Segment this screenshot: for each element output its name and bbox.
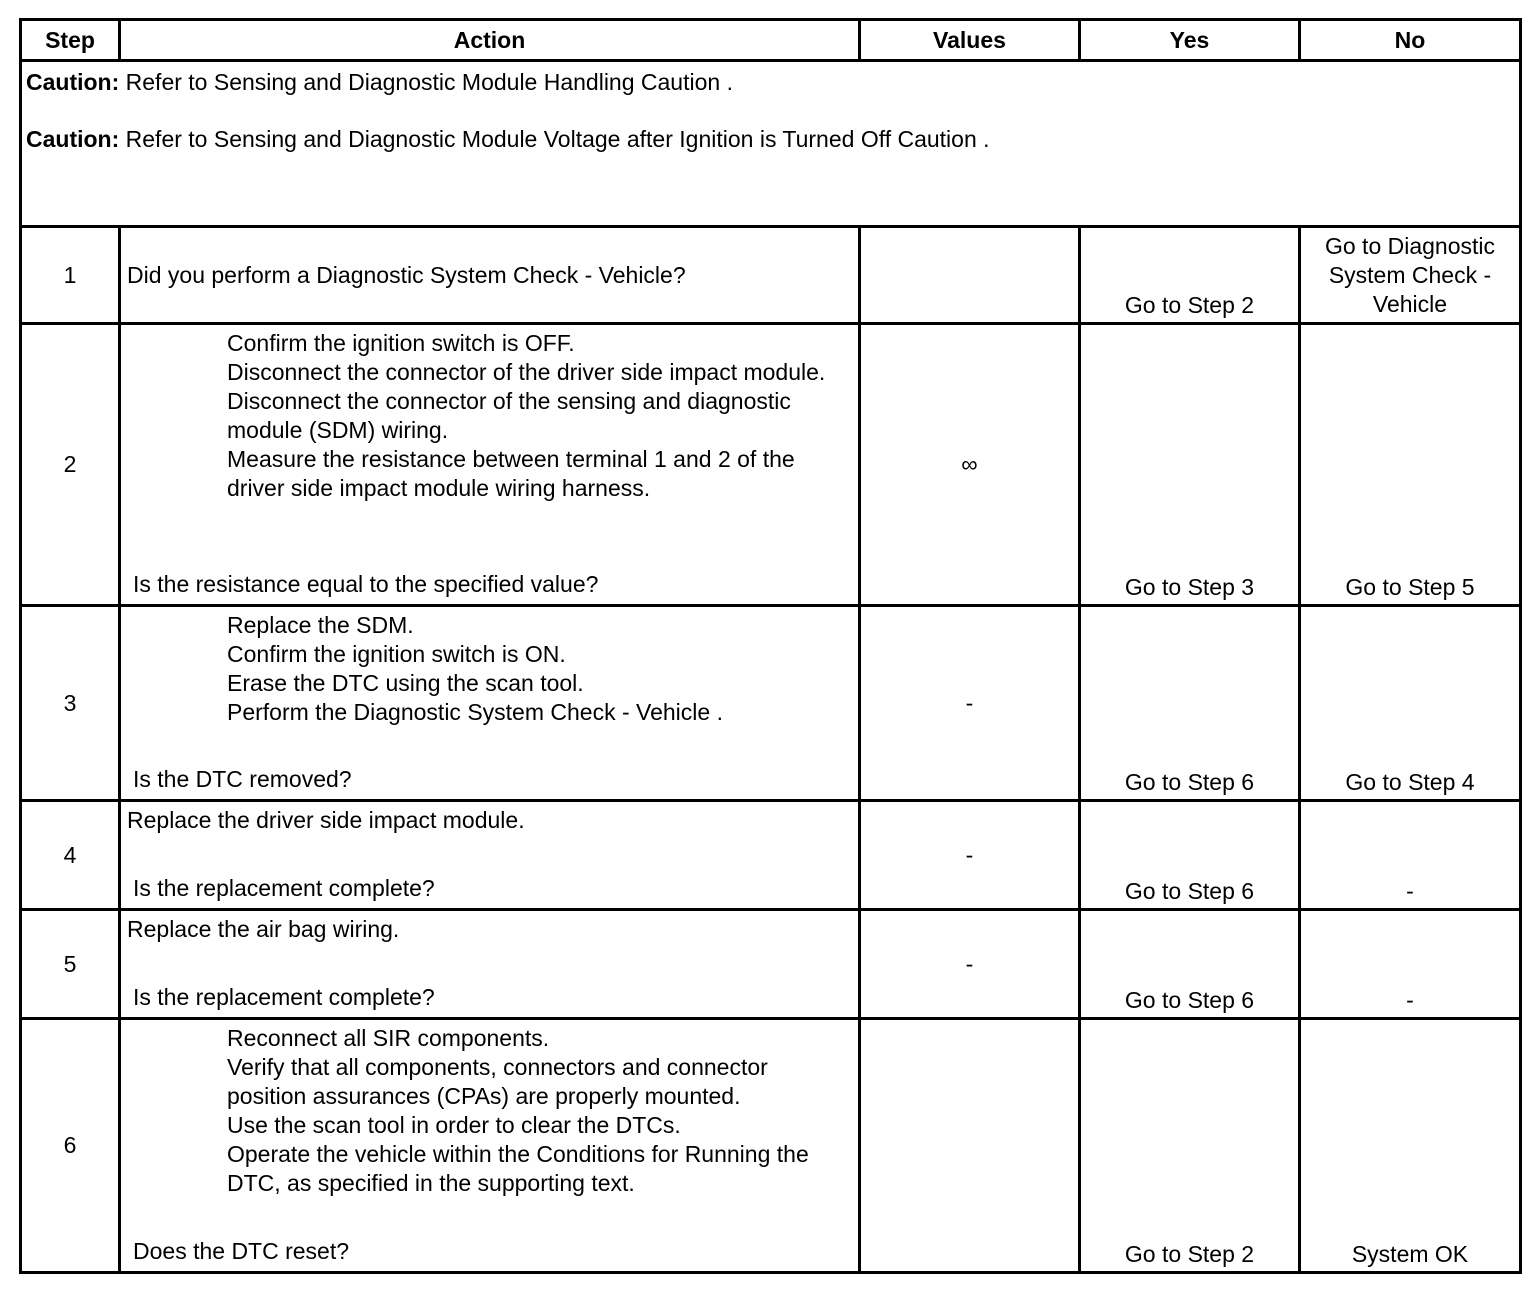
step-number: 1 bbox=[21, 227, 120, 324]
step-number: 6 bbox=[21, 1019, 120, 1273]
action-question: Is the resistance equal to the specified value? bbox=[133, 571, 599, 597]
value-cell bbox=[860, 227, 1080, 324]
yes-cell: Go to Step 2 bbox=[1080, 1019, 1300, 1273]
value-cell: - bbox=[860, 801, 1080, 910]
table-row bbox=[21, 324, 1521, 606]
value-cell: - bbox=[860, 910, 1080, 1019]
caution-2 bbox=[26, 125, 1515, 154]
table-row bbox=[21, 606, 1521, 801]
header-action: Action bbox=[120, 20, 860, 61]
no-cell: - bbox=[1300, 801, 1521, 910]
action-line: Replace the driver side impact module. bbox=[127, 807, 525, 833]
no-cell: Go to Diagnostic System Check - Vehicle bbox=[1300, 227, 1521, 324]
yes-cell: Go to Step 6 bbox=[1080, 606, 1300, 801]
diagnostic-table bbox=[19, 18, 1519, 1274]
action-line: Use the scan tool in order to clear the DTCs. bbox=[227, 1112, 681, 1138]
no-cell: - bbox=[1300, 910, 1521, 1019]
caution-1 bbox=[26, 68, 1515, 97]
table-row bbox=[21, 227, 1521, 324]
action-line: Reconnect all SIR components. bbox=[227, 1025, 550, 1051]
value-cell bbox=[860, 1019, 1080, 1273]
no-cell: Go to Step 4 bbox=[1300, 606, 1521, 801]
caution-label: Caution: bbox=[26, 69, 120, 95]
no-cell: System OK bbox=[1300, 1019, 1521, 1273]
action-cell bbox=[120, 227, 860, 324]
step-number: 3 bbox=[21, 606, 120, 801]
table-row bbox=[21, 910, 1521, 1019]
step-number: 4 bbox=[21, 801, 120, 910]
action-line: Confirm the ignition switch is ON. bbox=[227, 641, 566, 667]
action-line: Replace the SDM. bbox=[227, 612, 414, 638]
header-no: No bbox=[1300, 20, 1521, 61]
action-cell bbox=[120, 910, 860, 1019]
yes-cell: Go to Step 2 bbox=[1080, 227, 1300, 324]
value-cell: - bbox=[860, 606, 1080, 801]
action-cell bbox=[120, 1019, 860, 1273]
caution-row bbox=[21, 61, 1521, 227]
action-question: Did you perform a Diagnostic System Check - Vehicle? bbox=[127, 261, 686, 288]
action-line: Verify that all components, connectors and connector position assurances (CPAs) are properly mounted. bbox=[227, 1054, 768, 1109]
action-question: Does the DTC reset? bbox=[133, 1238, 350, 1264]
caution-label: Caution: bbox=[26, 126, 120, 152]
action-line: Confirm the ignition switch is OFF. bbox=[227, 330, 575, 356]
action-line: Operate the vehicle within the Conditions for Running the DTC, as specified in the supporting text. bbox=[227, 1141, 809, 1196]
action-question: Is the DTC removed? bbox=[133, 766, 352, 792]
action-question: Is the replacement complete? bbox=[133, 984, 435, 1010]
yes-cell: Go to Step 6 bbox=[1080, 910, 1300, 1019]
caution-cell bbox=[21, 61, 1521, 227]
table-row bbox=[21, 1019, 1521, 1273]
action-cell bbox=[120, 801, 860, 910]
yes-cell: Go to Step 6 bbox=[1080, 801, 1300, 910]
header-row bbox=[21, 20, 1521, 61]
action-line: Replace the air bag wiring. bbox=[127, 916, 400, 942]
action-line: Disconnect the connector of the sensing and diagnostic module (SDM) wiring. bbox=[227, 388, 791, 443]
action-line: Erase the DTC using the scan tool. bbox=[227, 670, 584, 696]
action-line: Disconnect the connector of the driver side impact module. bbox=[227, 359, 826, 385]
header-step: Step bbox=[21, 20, 120, 61]
action-cell bbox=[120, 606, 860, 801]
step-number: 2 bbox=[21, 324, 120, 606]
table-row bbox=[21, 801, 1521, 910]
action-line: Perform the Diagnostic System Check - Vehicle . bbox=[227, 699, 723, 725]
action-question: Is the replacement complete? bbox=[133, 875, 435, 901]
header-yes: Yes bbox=[1080, 20, 1300, 61]
header-values: Values bbox=[860, 20, 1080, 61]
value-cell: ∞ bbox=[860, 324, 1080, 606]
no-cell: Go to Step 5 bbox=[1300, 324, 1521, 606]
caution-text: Refer to Sensing and Diagnostic Module Voltage after Ignition is Turned Off Caution . bbox=[119, 126, 990, 152]
action-line: Measure the resistance between terminal 1 and 2 of the driver side impact module wiring harness. bbox=[227, 446, 795, 501]
caution-text: Refer to Sensing and Diagnostic Module Handling Caution . bbox=[119, 69, 733, 95]
action-cell bbox=[120, 324, 860, 606]
step-number: 5 bbox=[21, 910, 120, 1019]
yes-cell: Go to Step 3 bbox=[1080, 324, 1300, 606]
